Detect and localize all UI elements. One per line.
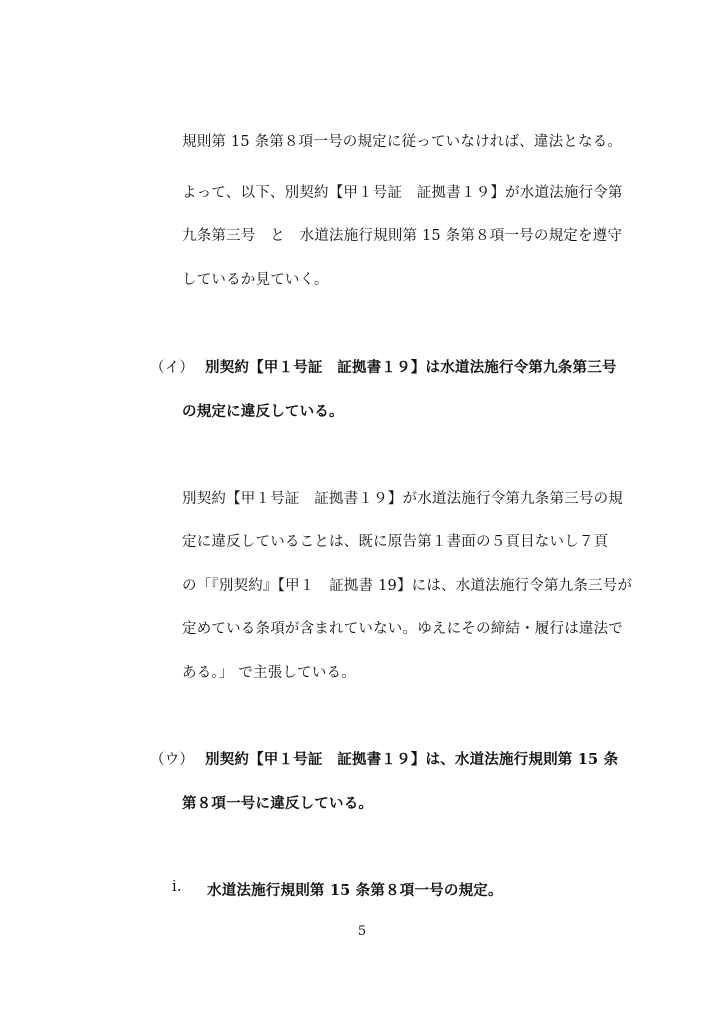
heading-u-marker: （ウ） xyxy=(150,752,195,768)
heading-u-line-2: 第８項一号に違反している。 xyxy=(182,795,374,812)
heading-u-line-1: 別契約【甲１号証 証拠書１９】は、水道法施行規則第 15 条 xyxy=(205,751,619,768)
paragraph2-line-2: 定に違反していることは、既に原告第１書面の５頁目ないし７頁 xyxy=(182,534,609,550)
heading-roman-marker: i. xyxy=(172,879,182,895)
page-number: 5 xyxy=(357,924,367,939)
paragraph1-line-2: よって、以下、別契約【甲１号証 証拠書１９】が水道法施行令第 xyxy=(182,185,623,201)
paragraph1-line-1: 規則第 15 条第８項一号の規定に従っていなければ、違法となる。 xyxy=(182,134,623,150)
paragraph2-line-4: 定めている条項が含まれていない。ゆえにその締結・履行は違法で xyxy=(182,621,623,637)
heading-i-line-1: 別契約【甲１号証 証拠書１９】は水道法施行令第九条第三号 xyxy=(205,359,617,376)
paragraph2-line-5: ある。」 で主張している。 xyxy=(182,665,356,681)
heading-i-marker: （イ） xyxy=(150,360,195,376)
paragraph1-line-3: 九条第三号 と 水道法施行規則第 15 条第８項一号の規定を遵守 xyxy=(182,228,623,244)
paragraph2-line-3: の「『別契約』【甲１ 証拠書 19】には、水道法施行令第九条三号が xyxy=(182,578,633,594)
heading-roman-text: 水道法施行規則第 15 条第８項一号の規定。 xyxy=(207,882,503,899)
paragraph2-line-1: 別契約【甲１号証 証拠書１９】が水道法施行令第九条第三号の規 xyxy=(182,491,623,507)
heading-i-line-2: の規定に違反している。 xyxy=(182,403,344,420)
paragraph1-line-4: しているか見ていく。 xyxy=(182,272,329,288)
